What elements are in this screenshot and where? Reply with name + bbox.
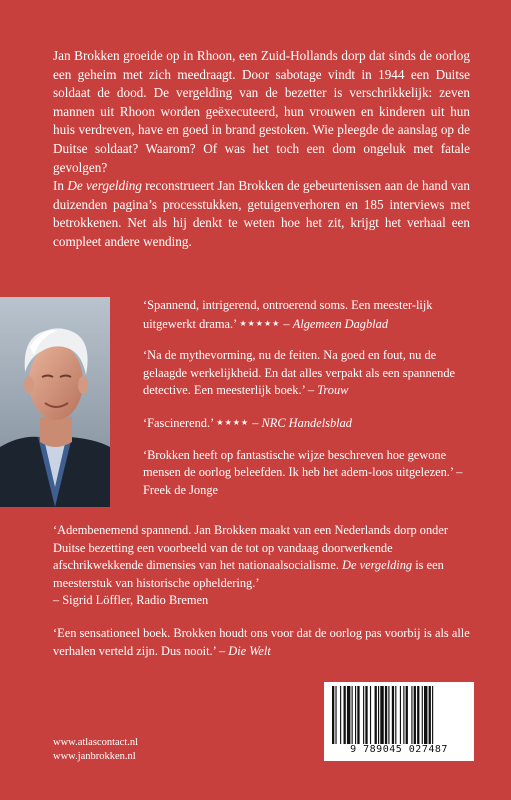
quote-text: ‘Fascinerend.’ [143, 415, 217, 430]
rating-stars: ★★★★ [216, 417, 250, 427]
barcode-bar [406, 686, 408, 744]
quote-text: ‘Spannend, intrigerend, ontroerend soms. Een meester-lijk uitgewerkt drama.’ [143, 298, 433, 331]
barcode-bar [392, 686, 394, 744]
review-quotes [143, 297, 473, 513]
website-links [53, 736, 138, 764]
barcode-bar [422, 686, 423, 744]
barcode-bar [357, 686, 359, 744]
barcode-bar [411, 686, 412, 744]
blurb-prefix: In [53, 178, 68, 194]
book-title: De vergelding [67, 178, 142, 194]
quote-source: Die Welt [228, 643, 271, 658]
review-quote [143, 297, 473, 333]
barcode-bar [365, 686, 367, 744]
blurb-paragraph-2 [53, 177, 470, 251]
quote-dash: – [280, 316, 293, 331]
isbn-barcode [324, 682, 474, 761]
quote-source: Trouw [317, 383, 349, 398]
review-quote-long [53, 522, 473, 610]
barcode-bar [332, 686, 334, 744]
barcode-bar [344, 686, 346, 744]
barcode-bar [378, 686, 379, 744]
barcode-bar [385, 686, 387, 744]
quote-text: ‘Een sensationeel boek. Brokken houdt ons voor dat de oorlog pas voorbij is als alle verhalen verteld zijn. Dus nooit.’ [53, 626, 470, 658]
barcode-bar [414, 686, 416, 744]
barcode-bar [429, 686, 431, 744]
review-quote [143, 347, 473, 400]
barcode-bar [395, 686, 396, 744]
blurb [53, 47, 470, 252]
publisher-url[interactable]: www.atlascontact.nl [53, 737, 139, 748]
quote-body [53, 522, 473, 592]
barcode-bar [375, 686, 377, 744]
quote-body [53, 625, 473, 660]
barcode-bar [417, 686, 419, 744]
isbn-number: 9 789045 027487 [350, 744, 448, 755]
quote-text: ‘Brokken heeft op fantastische wijze beschreven hoe gewone mensen de oorlog beleefden. Ik heb het adem-loos uitgelezen.’ – Freek de Jonge [143, 447, 463, 497]
barcode-bar [370, 686, 371, 744]
quote-text: is een meesterstuk van historische opheldering.’ [53, 558, 444, 590]
barcode-bar [432, 686, 433, 744]
quote-dash: – [249, 415, 262, 430]
barcode-bar [355, 686, 356, 744]
barcode-bar [340, 686, 341, 744]
barcode-bar [388, 686, 389, 744]
review-quote-last [53, 625, 473, 660]
book-title: De vergelding [342, 558, 413, 573]
barcode-bars [332, 686, 466, 744]
barcode-bar [424, 686, 427, 744]
quote-text: ‘Na de mythevorming, nu de feiten. Na goed en fout, nu de gelaagde werkelijkheid. En dat alles verpakt als een spannende detective. Een meesterlijk boek.’ [143, 348, 456, 398]
quote-dash: – [304, 383, 318, 398]
quote-dash: – [215, 643, 229, 658]
barcode-bar [403, 686, 404, 744]
rating-stars: ★★★★★ [239, 318, 281, 328]
barcode-bar [335, 686, 336, 744]
author-photo [0, 297, 110, 507]
barcode-bar [347, 686, 350, 744]
quote-source: Algemeen Dagblad [292, 316, 389, 331]
quote-text: ‘Adembenemend spannend. Jan Brokken maakt van een Nederlands dorp onder Duitse bezetting een voorbeeld van de tot op vandaag doorwerkende afschrikwekkende dimensies van het nationaalsocialisme. [53, 523, 448, 573]
barcode-bar [363, 686, 364, 744]
author-url[interactable]: www.janbrokken.nl [53, 751, 136, 762]
blurb-rest: reconstrueert Jan Brokken de gebeurtenissen aan de hand van duizenden pagina’s processtukken, getuigenverhoren en 185 interviews met betrokkenen. Net als hij denkt te weten hoe het zit, krijgt het verhaal een compleet andere wending. [53, 178, 470, 249]
quote-attribution: – Sigrid Löffler, Radio Bremen [53, 593, 209, 608]
barcode-bar [380, 686, 383, 744]
blurb-paragraph-1: Jan Brokken groeide op in Rhoon, een Zuid-Hollands dorp dat sinds de oorlog een geheim met zich meedraagt. Door sabotage vindt in 1944 een Duitse soldaat de dood. De vergelding van de bezetter is verschrikkelijk: zeven mannen uit Rhoon worden geëxecuteerd, hun vrouwen en kinderen uit hun huis verdreven, have en goed in brand gestoken. Wie pleegde de aanslag op de Duitse soldaat? Waarom? Of was het toch een dom ongeluk met fatale gevolgen? [53, 48, 470, 175]
review-quote [143, 414, 473, 433]
review-quote [143, 447, 473, 500]
author-portrait-image [0, 297, 110, 507]
barcode-bar [352, 686, 353, 744]
quote-source: NRC Handelsblad [261, 415, 353, 430]
barcode-bar [400, 686, 401, 744]
